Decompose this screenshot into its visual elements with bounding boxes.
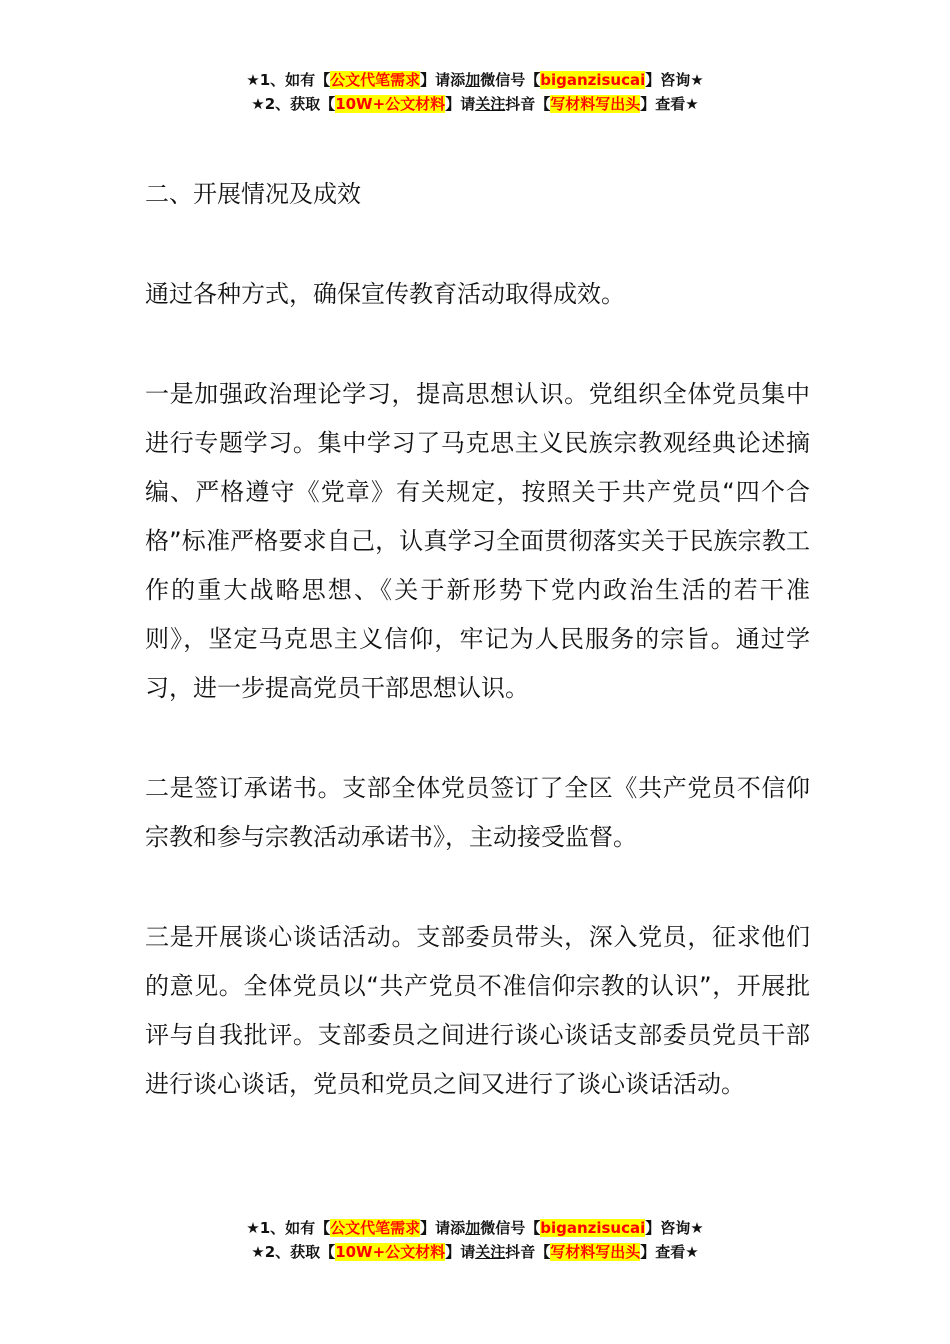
paragraph-3: 三是开展谈心谈话活动。支部委员带头，深入党员，征求他们的意见。全体党员以“共产党员不准信仰宗教的认识”，开展批评与自我批评。支部委员之间进行谈心谈话支部委员党员干部进行谈心谈话，党员和党员之间又进行了谈心谈话活动。 — [145, 923, 810, 1098]
ad-text-underlined: 加 — [465, 71, 481, 89]
ad-text: 抖音【 — [505, 95, 551, 113]
ad-line-1 — [0, 68, 950, 92]
ad-text: 】请 — [445, 95, 476, 113]
ad-highlight-douyin: 写材料写出头 — [550, 95, 641, 113]
ad-text: 微信号【 — [480, 71, 541, 89]
footer-ad-banner — [0, 1216, 950, 1264]
paragraph-2: 二是签订承诺书。支部全体党员签订了全区《共产党员不信仰宗教和参与宗教活动承诺书》，主动接受监督。 — [145, 774, 810, 851]
ad-line-2 — [0, 1240, 950, 1264]
ad-line-2 — [0, 92, 950, 116]
ad-highlight-service: 公文代笔需求 — [330, 1219, 421, 1237]
paragraph-1: 一是加强政治理论学习，提高思想认识。党组织全体党员集中进行专题学习。集中学习了马克思主义民族宗教观经典论述摘编、严格遵守《党章》有关规定，按照关于共产党员“四个合格”标准严格要求自己，认真学习全面贯彻落实关于民族宗教工作的重大战略思想、《关于新形势下党内政治生活的若干准则》，坚定马克思主义信仰，牢记为人民服务的宗旨。通过学习，进一步提高党员干部思想认识。 — [145, 380, 810, 702]
ad-highlight-service: 公文代笔需求 — [330, 71, 421, 89]
ad-text: ★2、获取【 — [251, 1243, 336, 1261]
ad-text: 】请添 — [420, 71, 466, 89]
ad-text: ★1、如有【 — [246, 71, 331, 89]
ad-highlight-douyin: 写材料写出头 — [550, 1243, 641, 1261]
ad-text-underlined: 关注 — [475, 1243, 506, 1261]
ad-highlight-wechat-id: biganzisucai — [540, 1219, 646, 1237]
ad-text-underlined: 关注 — [475, 95, 506, 113]
ad-text: 】请添 — [420, 1219, 466, 1237]
ad-text: 】请 — [445, 1243, 476, 1261]
ad-text: 】咨询★ — [645, 71, 704, 89]
ad-text: ★2、获取【 — [251, 95, 336, 113]
ad-text: 】查看★ — [640, 95, 699, 113]
ad-text: ★1、如有【 — [246, 1219, 331, 1237]
ad-text: 】查看★ — [640, 1243, 699, 1261]
intro-paragraph: 通过各种方式，确保宣传教育活动取得成效。 — [145, 280, 625, 308]
document-body — [145, 170, 810, 1109]
section-title: 二、开展情况及成效 — [145, 180, 361, 208]
ad-highlight-wechat-id: biganzisucai — [540, 71, 646, 89]
ad-highlight-materials: 10W+公文材料 — [335, 1243, 446, 1261]
ad-text-underlined: 加 — [465, 1219, 481, 1237]
ad-text: 】咨询★ — [645, 1219, 704, 1237]
ad-line-1 — [0, 1216, 950, 1240]
ad-text: 抖音【 — [505, 1243, 551, 1261]
header-ad-banner — [0, 68, 950, 116]
ad-highlight-materials: 10W+公文材料 — [335, 95, 446, 113]
ad-text: 微信号【 — [480, 1219, 541, 1237]
